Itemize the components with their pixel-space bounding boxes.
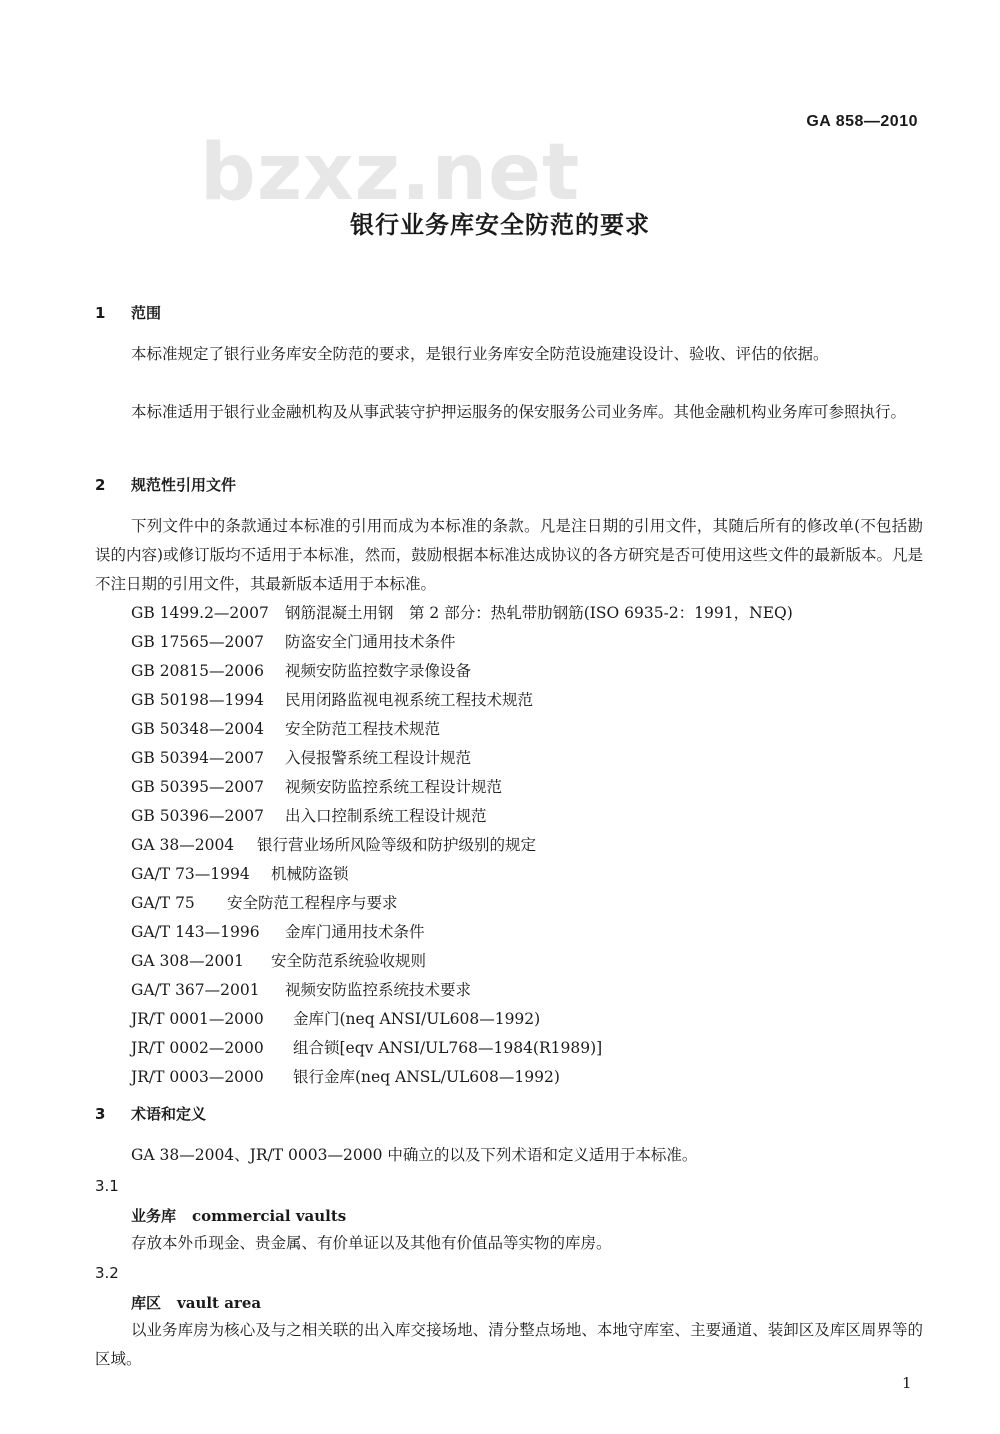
section-title: 术语和定义 [131,1105,207,1123]
reference-name: 出入口控制系统工程设计规范 [285,807,487,825]
reference-code: GA/T 73—1994 [131,865,250,883]
reference-code: GA 308—2001 [131,952,245,970]
reference-item [131,1065,560,1087]
section-heading [95,1103,206,1124]
term-title [131,1292,261,1313]
reference-code: GB 50396—2007 [131,807,264,825]
section-number: 2 [95,476,106,494]
term-cn: 业务库 [131,1207,177,1225]
term-definition: 存放本外币现金、贵金属、有价单证以及其他有价值品等实物的库房。 [131,1234,612,1252]
reference-item [131,862,349,884]
reference-name: 视频安防监控系统技术要求 [285,981,472,999]
paragraph: GA 38—2004、JR/T 0003—2000 中确立的以及下列术语和定义适用于本标准。 [131,1146,698,1164]
reference-name: 入侵报警系统工程设计规范 [285,749,472,767]
section-number: 3 [95,1105,106,1123]
reference-name: 金库门通用技术条件 [285,923,425,941]
reference-name: 银行金库(neq ANSL/UL608—1992) [293,1068,560,1086]
standard-code: GA 858—2010 [806,113,918,130]
reference-name: 钢筋混凝土用钢 第 2 部分：热轧带肋钢筋(ISO 6935-2：1991，NEQ) [285,604,793,622]
term-en: vault area [177,1294,262,1312]
reference-code: GA/T 143—1996 [131,923,260,941]
section-heading [95,474,236,495]
reference-code: JR/T 0001—2000 [131,1010,264,1028]
reference-item [131,775,502,797]
section-title: 规范性引用文件 [131,476,237,494]
paragraph: 本标准规定了银行业务库安全防范的要求，是银行业务库安全防范设施建设设计、验收、评估的依据。 [131,345,829,363]
reference-item [131,1036,602,1058]
reference-code: JR/T 0003—2000 [131,1068,264,1086]
reference-item [131,891,398,913]
reference-item [131,1007,540,1029]
term-number: 3.1 [95,1177,119,1195]
reference-code: GA 38—2004 [131,836,235,854]
reference-name: 安全防范系统验收规则 [271,952,427,970]
section-number: 1 [95,304,106,322]
reference-code: GB 17565—2007 [131,633,264,651]
reference-item [131,717,440,739]
reference-name: 视频安防监控系统工程设计规范 [285,778,503,796]
reference-name: 视频安防监控数字录像设备 [285,662,472,680]
paragraph: 本标准适用于银行业金融机构及从事武装守护押运服务的保安服务公司业务库。其他金融机构业务库可参照执行。 [131,403,907,421]
reference-item [131,688,533,710]
reference-name: 组合锁[eqv ANSI/UL768—1984(R1989)] [293,1039,603,1057]
reference-code: GB 20815—2006 [131,662,264,680]
term-number: 3.2 [95,1264,119,1282]
term-definition: 以业务库房为核心及与之相关联的出入库交接场地、清分整点场地、本地守库室、主要通道、装卸区及库区周界等的区域。 [95,1321,923,1368]
term-en: commercial vaults [192,1207,347,1225]
reference-name: 银行营业场所风险等级和防护级别的规定 [257,836,537,854]
document-title: 银行业务库安全防范的要求 [350,211,650,239]
watermark-text: bzxz.net [200,128,581,218]
paragraph: 下列文件中的条款通过本标准的引用而成为本标准的条款。凡是注日期的引用文件，其随后所有的修改单(不包括勘误的内容)或修订版均不适用于本标准，然而，鼓励根据本标准达成协议的各方研究是否可使用这些文件的最新版本。凡是不注日期的引用文件，其最新版本适用于本标准。 [95,517,923,593]
reference-name: 安全防范工程技术规范 [285,720,441,738]
reference-code: GB 1499.2—2007 [131,604,269,622]
page-number: 1 [902,1374,912,1392]
reference-item [131,920,425,942]
reference-item [131,804,487,826]
reference-name: 防盗安全门通用技术条件 [285,633,456,651]
reference-code: GB 50394—2007 [131,749,264,767]
reference-item [131,833,536,855]
reference-code: GB 50198—1994 [131,691,264,709]
reference-name: 金库门(neq ANSI/UL608—1992) [293,1010,541,1028]
section-title: 范围 [131,304,162,322]
term-cn: 库区 [131,1294,162,1312]
reference-name: 机械防盗锁 [271,865,349,883]
reference-item [131,659,471,681]
section-heading [95,302,161,323]
reference-code: GA/T 75 [131,894,195,912]
term-title [131,1205,346,1226]
reference-item [131,601,793,623]
reference-item [131,978,471,1000]
reference-name: 安全防范工程程序与要求 [227,894,398,912]
reference-code: JR/T 0002—2000 [131,1039,264,1057]
reference-code: GB 50348—2004 [131,720,264,738]
reference-code: GB 50395—2007 [131,778,264,796]
reference-code: GA/T 367—2001 [131,981,260,999]
reference-item [131,746,471,768]
reference-name: 民用闭路监视电视系统工程技术规范 [285,691,534,709]
reference-item [131,630,456,652]
reference-item [131,949,426,971]
